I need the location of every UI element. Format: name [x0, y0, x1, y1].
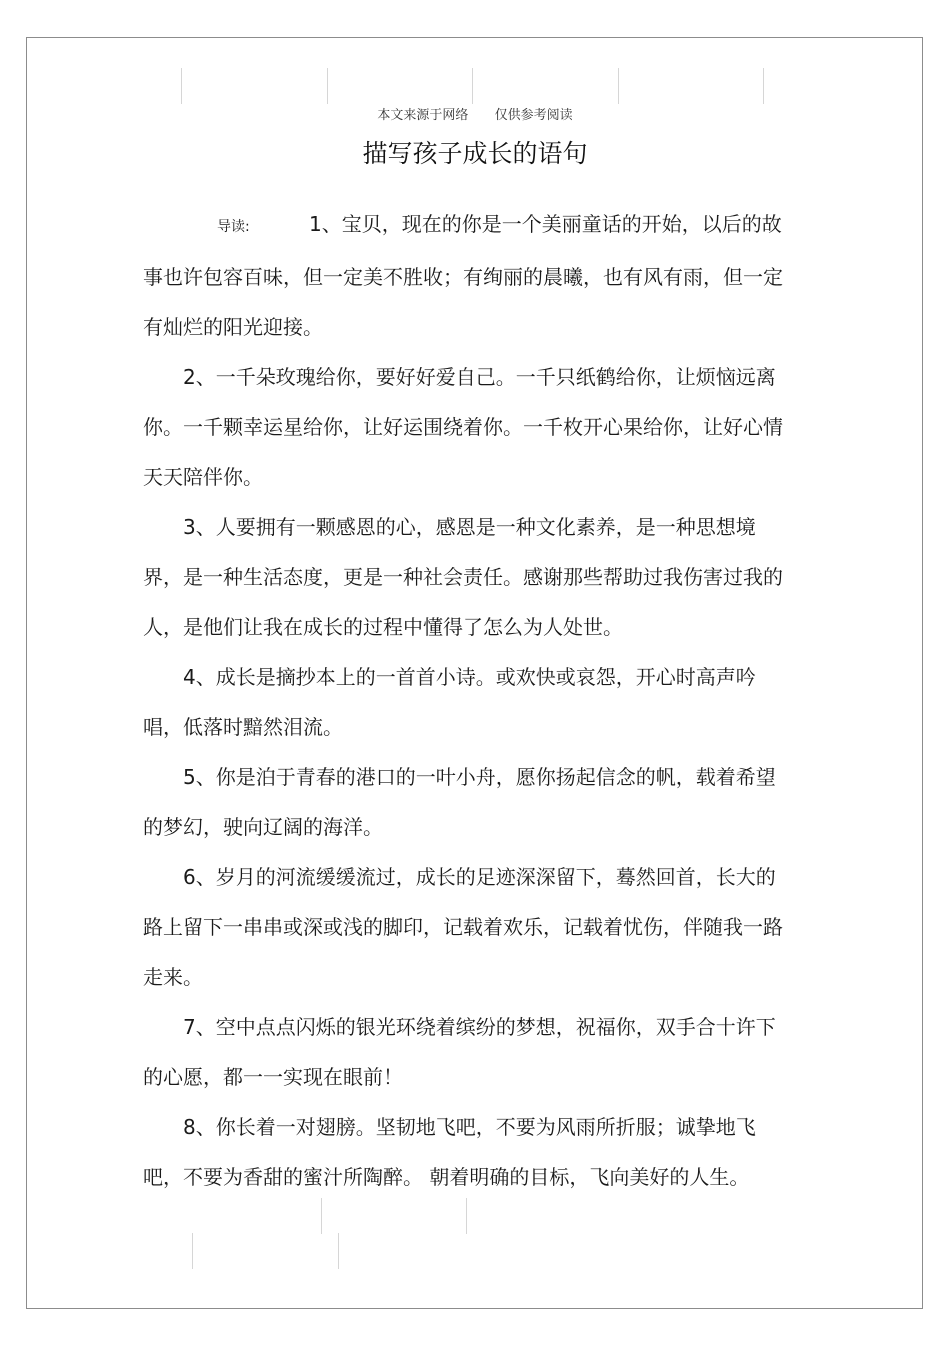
- header-note: [0, 104, 950, 123]
- intro-label: 导读:: [217, 219, 250, 235]
- paragraph-8: 8、你长着一对翅膀。坚韧地飞吧，不要为风雨所折服；诚挚地飞吧，不要为香甜的蜜汁所陶醉。 朝着明确的目标，飞向美好的人生。: [143, 1115, 756, 1189]
- document-title: 描写孩子成长的语句: [362, 139, 588, 168]
- paragraph-5: 5、你是泊于青春的港口的一叶小舟，愿你扬起信念的帆，载着希望的梦幻，驶向辽阔的海洋。: [143, 765, 776, 839]
- paragraph-1: [143, 199, 793, 352]
- paragraph-2: 2、一千朵玫瑰给你，要好好爱自己。一千只纸鹤给你，让烦恼远离你。一千颗幸运星给你，让好运围绕着你。一千枚开心果给你，让好心情天天陪伴你。: [143, 365, 783, 489]
- bottom-tick-mark: [321, 1198, 322, 1234]
- bottom-tick-mark: [338, 1233, 339, 1269]
- top-tick-mark: [472, 68, 473, 104]
- bottom-tick-mark: [192, 1233, 193, 1269]
- top-tick-mark: [181, 68, 182, 104]
- top-tick-mark: [763, 68, 764, 104]
- document-body: [143, 199, 793, 1202]
- reference-note: 仅供参考阅读: [494, 108, 573, 123]
- source-note: 本文来源于网络: [377, 108, 469, 123]
- paragraph-3: 3、人要拥有一颗感恩的心，感恩是一种文化素养，是一种思想境界，是一种生活态度，更是一种社会责任。感谢那些帮助过我伤害过我的人，是他们让我在成长的过程中懂得了怎么为人处世。: [143, 515, 783, 639]
- paragraph-4: 4、成长是摘抄本上的一首首小诗。或欢快或哀怨，开心时高声吟唱，低落时黯然泪流。: [143, 665, 756, 739]
- paragraph-7: 7、空中点点闪烁的银光环绕着缤纷的梦想，祝福你，双手合十许下的心愿，都一一实现在眼前！: [143, 1015, 776, 1089]
- bottom-tick-mark: [466, 1198, 467, 1234]
- paragraph-6: 6、岁月的河流缓缓流过，成长的足迹深深留下，蓦然回首，长大的路上留下一串串或深或浅的脚印，记载着欢乐，记载着忧伤，伴随我一路走来。: [143, 865, 783, 989]
- top-tick-mark: [618, 68, 619, 104]
- paragraph-text: 1、宝贝，现在的你是一个美丽童话的开始，以后的故事也许包容百味，但一定美不胜收；有绚丽的晨曦，也有风有雨，但一定有灿烂的阳光迎接。: [143, 212, 783, 339]
- top-tick-mark: [327, 68, 328, 104]
